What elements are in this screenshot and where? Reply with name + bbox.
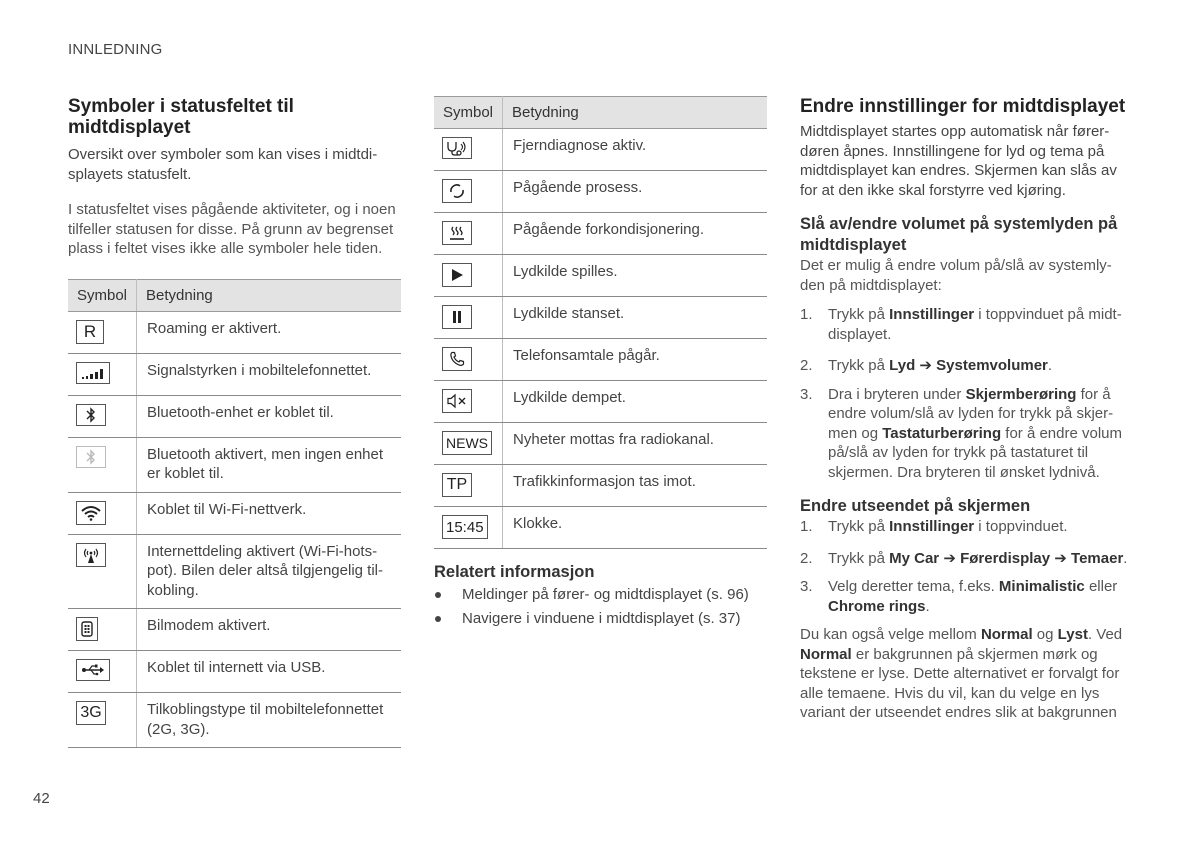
bluetooth-icon xyxy=(76,404,106,426)
volume-steps xyxy=(800,305,1130,482)
table-header-meaning: Betydning xyxy=(503,97,767,129)
appearance-steps xyxy=(800,517,1130,616)
row-meaning: Roaming er aktivert. xyxy=(137,311,401,353)
row-meaning: Klokke. xyxy=(503,507,767,549)
table-row xyxy=(68,651,401,693)
signal-strength-icon xyxy=(76,362,110,384)
left-body: I statusfeltet vises pågående aktiviteter, og i noen tilfeller statusen for disse. På grunn av begrenset plass i feltet vises ikke alle symboler hele tiden. xyxy=(68,201,396,257)
table-row xyxy=(434,423,767,465)
step: 2. Trykk på My Car ➔ Førerdisplay ➔ Temaer. xyxy=(800,549,1128,567)
table-row xyxy=(434,507,767,549)
table-row xyxy=(434,255,767,297)
table-row xyxy=(68,693,401,748)
volume-intro: Det er mulig å endre volum på/slå av systemlyden på midtdisplayet: xyxy=(800,257,1112,294)
preconditioning-icon xyxy=(442,221,472,245)
table-row xyxy=(434,129,767,171)
table-row xyxy=(434,297,767,339)
arrow-icon: ➔ xyxy=(919,357,932,374)
related-link[interactable]: Navigere i vinduene i midtdisplayet (s. 37) xyxy=(434,607,767,631)
status-symbol-table-left xyxy=(68,279,401,749)
phone-icon xyxy=(442,347,472,371)
row-meaning: Bilmodem aktivert. xyxy=(137,609,401,651)
row-meaning: Koblet til internett via USB. xyxy=(137,651,401,693)
row-meaning: Tilkoblingstype til mobiltelefonnettet (2G, 3G). xyxy=(137,693,401,748)
table-row xyxy=(434,213,767,255)
table-row xyxy=(434,381,767,423)
row-meaning: Trafikkinformasjon tas imot. xyxy=(503,465,767,507)
table-row xyxy=(68,492,401,534)
hotspot-icon xyxy=(76,543,106,567)
row-meaning: Telefonsamtale pågår. xyxy=(503,339,767,381)
middle-column xyxy=(434,96,767,631)
play-icon xyxy=(442,263,472,287)
right-title: Endre innstillinger for midtdisplayet xyxy=(800,96,1126,117)
usb-icon xyxy=(76,659,110,681)
arrow-icon: ➔ xyxy=(1054,549,1067,567)
related-link[interactable]: Meldinger på fører- og midtdisplayet (s. 96) xyxy=(434,583,767,607)
row-meaning: Internettdeling aktivert (Wi-Fi-hotspot). Bilen deler altså tilgjengelig tilkobling. xyxy=(137,534,401,609)
mute-icon xyxy=(442,389,472,413)
bluetooth-inactive-icon xyxy=(76,446,106,468)
table-row xyxy=(68,437,401,492)
page-number: 42 xyxy=(33,790,50,807)
process-icon xyxy=(442,179,472,203)
row-meaning: Signalstyrken i mobiltelefonnettet. xyxy=(137,353,401,395)
wifi-icon xyxy=(76,501,106,525)
table-header-symbol: Symbol xyxy=(434,97,503,129)
row-meaning: Bluetooth-enhet er koblet til. xyxy=(137,395,401,437)
table-row xyxy=(68,534,401,609)
left-intro: Oversikt over symboler som kan vises i midtdisplayets statusfelt. xyxy=(68,146,378,183)
status-symbol-table-right xyxy=(434,96,767,549)
table-row xyxy=(68,353,401,395)
row-meaning: Bluetooth aktivert, men ingen enhet er koblet til. xyxy=(137,437,401,492)
row-meaning: Koblet til Wi-Fi-nettverk. xyxy=(137,492,401,534)
section-label: INNLEDNING xyxy=(68,41,163,58)
left-title: Symboler i statusfeltet til midtdisplayet xyxy=(68,96,294,138)
row-meaning: Pågående forkondisjonering. xyxy=(503,213,767,255)
row-meaning: Pågående prosess. xyxy=(503,171,767,213)
table-header-symbol: Symbol xyxy=(68,279,137,311)
volume-title: Slå av/endre volumet på systemlyden på midtdisplayet xyxy=(800,215,1118,254)
table-row xyxy=(68,395,401,437)
step: 3. Dra i bryteren under Skjermberøring for å endre volum/slå av lyden for trykk på skjermen og Tastaturberøring for å endre volum på/slå av lyden for trykk på tastaturet til skjermen. Dra bryteren til ønsket lydnivå. xyxy=(800,385,1123,481)
table-header-meaning: Betydning xyxy=(137,279,401,311)
step: 1. Trykk på Innstillinger i toppvinduet. xyxy=(800,518,1068,535)
right-intro: Midtdisplayet startes opp automatisk når førerdøren åpnes. Innstillingene for lyd og tema på midtdisplayet kan endres. Skjermen kan slås av for at den ikke skal forstyrre ved kjøring. xyxy=(800,123,1117,199)
row-meaning: Lydkilde spilles. xyxy=(503,255,767,297)
table-row xyxy=(434,171,767,213)
appearance-title: Endre utseendet på skjermen xyxy=(800,497,1031,515)
related-info-title: Relatert informasjon xyxy=(434,563,595,581)
row-meaning: Fjerndiagnose aktiv. xyxy=(503,129,767,171)
table-row xyxy=(434,339,767,381)
related-info-list xyxy=(434,583,767,631)
step: 1. Trykk på Innstillinger i toppvinduet på midtdisplayet. xyxy=(800,306,1122,343)
remote-diagnosis-icon xyxy=(442,137,472,159)
step: 3. Velg deretter tema, f.eks. Minimalistic eller Chrome rings. xyxy=(800,578,1118,615)
table-row xyxy=(68,311,401,353)
pause-icon xyxy=(442,305,472,329)
row-meaning: Nyheter mottas fra radiokanal. xyxy=(503,423,767,465)
traffic-program-icon: TP xyxy=(442,473,472,497)
clock-icon: 15:45 xyxy=(442,515,488,539)
step: 2. Trykk på Lyd ➔ Systemvolumer. xyxy=(800,357,1053,374)
row-meaning: Lydkilde stanset. xyxy=(503,297,767,339)
table-row xyxy=(68,609,401,651)
connection-type-icon: 3G xyxy=(76,701,106,725)
roaming-icon: R xyxy=(76,320,104,344)
news-icon: NEWS xyxy=(442,431,492,455)
modem-icon xyxy=(76,617,98,641)
table-row xyxy=(434,465,767,507)
arrow-icon: ➔ xyxy=(943,549,956,567)
row-meaning: Lydkilde dempet. xyxy=(503,381,767,423)
theme-paragraph: Du kan også velge mellom Normal og Lyst. Ved Normal er bakgrunnen på skjermen mørk og tekstene er lyse. Dette alternativet er forvalgt for alle temaene. Hvis du vil, kan du velge en lys variant der utseendet endres slik at bakgrunnen xyxy=(800,626,1123,721)
left-column xyxy=(68,96,402,748)
right-column xyxy=(800,96,1130,723)
